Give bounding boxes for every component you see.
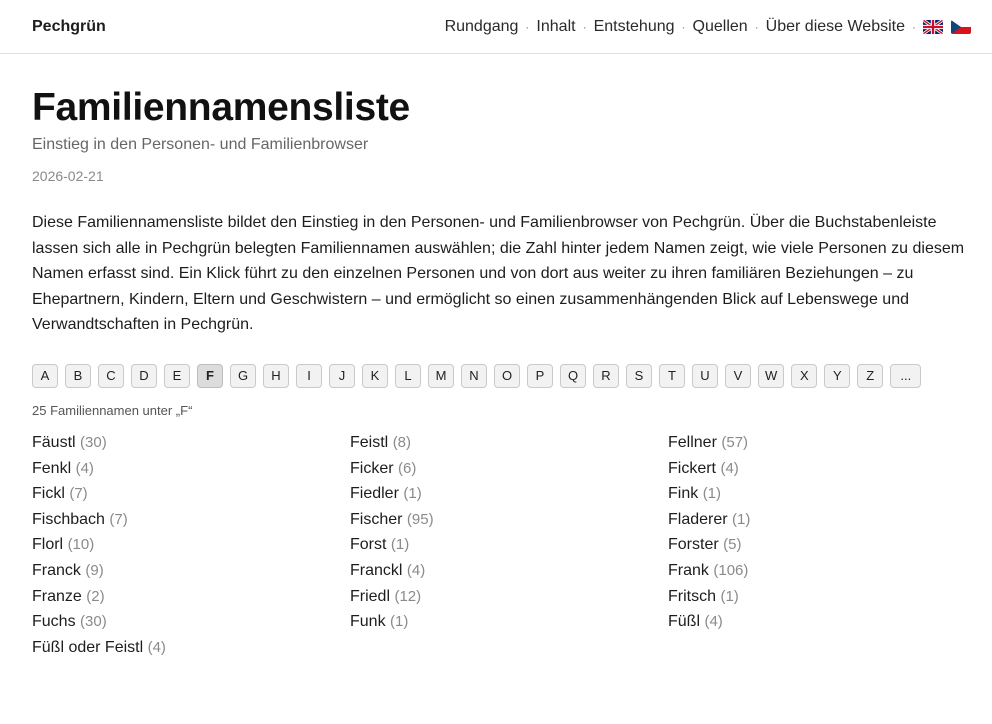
family-name-link[interactable]: Fäustl (32, 433, 76, 451)
letter-button-a[interactable]: A (32, 364, 58, 388)
flag-cz-icon[interactable] (951, 20, 971, 34)
letter-button-m[interactable]: M (428, 364, 454, 388)
letter-button-x[interactable]: X (791, 364, 817, 388)
family-name-link[interactable]: Fuchs (32, 613, 76, 631)
flag-uk-icon[interactable] (923, 20, 943, 34)
person-count: (5) (723, 536, 742, 554)
person-count: (9) (85, 561, 104, 579)
family-name-link[interactable]: Fischer (350, 510, 403, 528)
list-item (350, 558, 668, 584)
list-item (32, 609, 350, 635)
person-count: (1) (390, 536, 410, 554)
nav-separator: · (912, 19, 916, 34)
family-name-link[interactable]: Fellner (668, 433, 717, 451)
letter-button-i[interactable]: I (296, 364, 322, 388)
family-name-link[interactable]: Fickl (32, 485, 65, 503)
person-count: (4) (406, 561, 426, 579)
person-count: (7) (109, 510, 128, 528)
list-item (668, 609, 986, 635)
family-name-link[interactable]: Franckl (350, 561, 403, 579)
family-name-link[interactable]: Fladerer (668, 510, 728, 528)
list-item (32, 507, 350, 533)
nav-separator: · (525, 19, 530, 34)
letter-button-n[interactable]: N (461, 364, 487, 388)
person-count: (4) (75, 459, 94, 477)
nav-link-rundgang[interactable]: Rundgang (444, 17, 519, 35)
list-item (668, 532, 986, 558)
person-count: (12) (394, 587, 422, 605)
letter-button-d[interactable]: D (131, 364, 157, 388)
page-title: Familiennamensliste (32, 86, 410, 129)
nav-link-entstehung[interactable]: Entstehung (593, 17, 675, 35)
family-name-link[interactable]: Fink (668, 485, 699, 503)
letter-button-b[interactable]: B (65, 364, 91, 388)
person-count: (1) (720, 587, 739, 605)
page-subtitle: Einstieg in den Personen- und Familienbrowser (32, 136, 369, 153)
list-item (32, 481, 350, 507)
list-item (32, 430, 350, 456)
letter-button-t[interactable]: T (659, 364, 685, 388)
letter-button-v[interactable]: V (725, 364, 751, 388)
list-item (668, 507, 986, 533)
list-item (32, 584, 350, 610)
letter-button-r[interactable]: R (593, 364, 619, 388)
family-name-link[interactable]: Franze (32, 587, 82, 605)
letter-button-f[interactable]: F (197, 364, 223, 388)
family-name-link[interactable]: Florl (32, 536, 64, 554)
person-count: (4) (147, 638, 166, 656)
family-name-link[interactable]: Frank (668, 561, 709, 579)
person-count: (1) (403, 485, 422, 503)
letter-button-y[interactable]: Y (824, 364, 850, 388)
list-item (32, 558, 350, 584)
list-item (668, 456, 986, 482)
nav-separator: · (754, 19, 759, 34)
list-item (350, 456, 668, 482)
letter-button-q[interactable]: Q (560, 364, 586, 388)
list-item (668, 558, 986, 584)
nav-link-quellen[interactable]: Quellen (692, 17, 748, 35)
nav-link-inhalt[interactable]: Inhalt (536, 17, 576, 35)
family-name-link[interactable]: Friedl (350, 587, 391, 605)
site-brand-link[interactable]: Pechgrün (32, 17, 106, 35)
list-item (32, 635, 350, 661)
family-name-link[interactable]: Forst (350, 536, 387, 554)
nav-link-ueber-diese-website[interactable]: Über diese Website (765, 17, 905, 35)
family-name-link[interactable]: Feistl (350, 433, 389, 451)
nav-separator: · (582, 19, 587, 34)
letter-button-more[interactable]: ... (890, 364, 921, 388)
list-item (32, 532, 350, 558)
page-date: 2026-02-21 (32, 168, 104, 184)
person-count: (8) (392, 433, 412, 451)
person-count: (4) (720, 459, 739, 477)
letter-button-w[interactable]: W (758, 364, 784, 388)
person-count: (95) (406, 510, 434, 528)
letter-button-u[interactable]: U (692, 364, 718, 388)
person-count: (57) (721, 433, 749, 451)
letter-button-c[interactable]: C (98, 364, 124, 388)
letter-button-l[interactable]: L (395, 364, 421, 388)
person-count: (1) (390, 613, 409, 631)
family-name-link[interactable]: Fenkl (32, 459, 72, 477)
letter-button-j[interactable]: J (329, 364, 355, 388)
nav-separator: · (681, 19, 686, 34)
family-name-link[interactable]: Füßl oder Feistl (32, 638, 144, 656)
family-name-link[interactable]: Ficker (350, 459, 394, 477)
family-name-link[interactable]: Fiedler (350, 485, 399, 503)
person-count: (1) (732, 510, 751, 528)
main-nav (445, 18, 971, 36)
letter-button-p[interactable]: P (527, 364, 553, 388)
person-count: (30) (80, 613, 107, 631)
person-count: (30) (80, 433, 107, 451)
list-item (350, 584, 668, 610)
intro-paragraph: Diese Familiennamensliste bildet den Einstieg in den Personen- und Familienbrowser von Pechgrün. Über die Buchstabenleiste lassen sich alle in Pechgrün belegten Familiennamen auswählen; die Zahl hinter jedem Namen zeigt, wie viele Personen zu diesem Namen erfasst sind. Ein Klick führt zu den einzelnen Personen und von dort aus weiter zu ihren familiären Beziehungen – zu Ehepartnern, Kindern, Eltern und Geschwistern – und ermöglicht so einen zusammenhängenden Blick auf Lebenswege und Verwandtschaften in Pechgrün. (32, 214, 965, 334)
top-navigation-bar (0, 0, 992, 54)
list-item (32, 456, 350, 482)
family-name-list (32, 430, 960, 660)
letter-button-g[interactable]: G (230, 364, 256, 388)
person-count: (10) (67, 536, 95, 554)
list-item (350, 609, 668, 635)
letter-button-k[interactable]: K (362, 364, 388, 388)
list-item (668, 584, 986, 610)
family-name-link[interactable]: Funk (350, 613, 386, 631)
person-count: (6) (398, 459, 417, 477)
person-count: (7) (69, 485, 88, 503)
person-count: (4) (704, 613, 723, 631)
person-count: (2) (86, 587, 105, 605)
list-item (668, 430, 986, 456)
person-count: (1) (702, 485, 722, 503)
family-name-link[interactable]: Füßl (668, 613, 700, 631)
letter-button-e[interactable]: E (164, 364, 190, 388)
letter-button-s[interactable]: S (626, 364, 652, 388)
family-name-link[interactable]: Fickert (668, 459, 716, 477)
letter-button-o[interactable]: O (494, 364, 520, 388)
family-name-link[interactable]: Forster (668, 536, 719, 554)
letter-button-z[interactable]: Z (857, 364, 883, 388)
result-count: 25 Familiennamen unter „F“ (32, 402, 193, 418)
family-name-link[interactable]: Franck (32, 561, 81, 579)
list-item (350, 481, 668, 507)
person-count: (106) (713, 561, 749, 579)
family-name-link[interactable]: Fritsch (668, 587, 716, 605)
main-content (0, 86, 992, 660)
letter-bar (32, 364, 960, 388)
family-name-link[interactable]: Fischbach (32, 510, 105, 528)
letter-button-h[interactable]: H (263, 364, 289, 388)
list-item (350, 532, 668, 558)
list-item (350, 507, 668, 533)
list-item (668, 481, 986, 507)
list-item (350, 430, 668, 456)
